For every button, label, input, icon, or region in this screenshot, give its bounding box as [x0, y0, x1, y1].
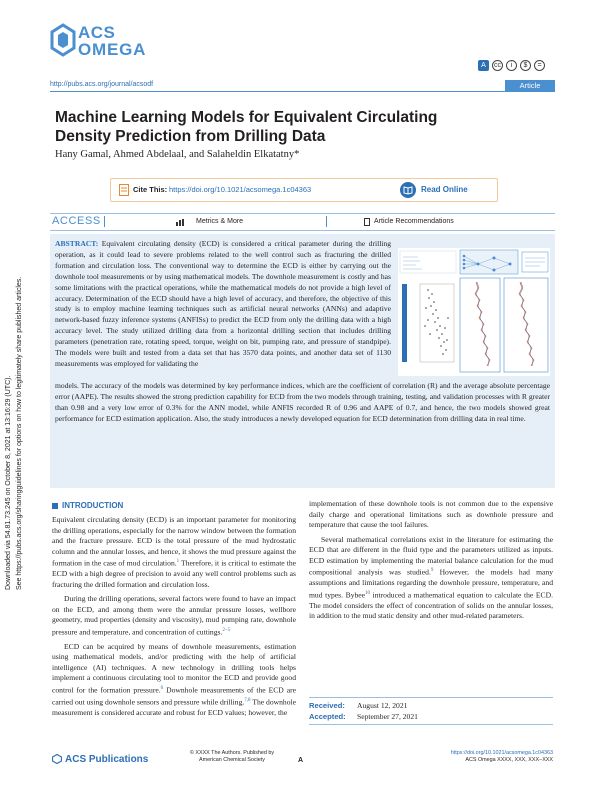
- footer-page-number: A: [298, 757, 304, 764]
- access-separator: [104, 216, 105, 227]
- journal-logo: [50, 22, 147, 64]
- access-bar: [50, 213, 555, 231]
- logo-line-acs: ACS: [78, 23, 116, 42]
- abstract-label: ABSTRACT:: [55, 239, 99, 248]
- ref-superscript[interactable]: 1: [176, 559, 180, 564]
- dates-divider-top: [309, 697, 553, 698]
- introduction-heading: INTRODUCTION: [62, 501, 124, 510]
- intro-paragraph-5: Several mathematical correlations exist in the literature for estimating the ECD that are different in the fluid type and the parameters utilized as inputs. ECD estimation by implementing the material balance calculation for the mud compositional analysis was studied.$^9$ However, the models had many assumptions and limitations regarding the downhole pressure, temperature, and mud types. Bybee$^{10}$ introduced a mathematical equation to calculate the ECD. The model considers the effect of concentration of solids on the annular losses, in addition to the mud static density and other mud-related parameters.: [309, 534, 553, 621]
- header-divider: [50, 91, 555, 92]
- footer-citation: [430, 750, 553, 764]
- acs-publications-icon: [52, 754, 62, 764]
- download-side-note: [4, 276, 34, 590]
- ref-superscript[interactable]: 6: [160, 685, 164, 691]
- metrics-icon: [176, 219, 184, 226]
- toc-graphic: [398, 248, 550, 376]
- footer-doi-link[interactable]: https://doi.org/10.1021/acsomega.1c04363: [450, 750, 553, 756]
- recommendations-link[interactable]: Article Recommendations: [374, 218, 454, 225]
- ref-superscript[interactable]: 7,8: [244, 697, 251, 703]
- received-label: Received:: [309, 701, 345, 710]
- footer-copyright: © XXXX The Authors. Published by American Chemical Society: [189, 750, 275, 763]
- access-separator-2: [326, 216, 327, 227]
- cite-icon: [119, 184, 129, 196]
- accepted-label: Accepted:: [309, 712, 346, 721]
- intro-right-column: [309, 499, 553, 622]
- by-icon: i: [506, 60, 517, 71]
- dates-divider-bottom: [309, 724, 553, 725]
- nc-icon: $: [520, 60, 531, 71]
- ref-superscript[interactable]: 9: [430, 568, 434, 573]
- article-type-badge: Article: [505, 80, 555, 91]
- article-title: Machine Learning Models for Equivalent Circulating Density Prediction from Drilling Data: [55, 109, 438, 145]
- author-list: Hany Gamal, Ahmed Abdelaal, and Salaheldin Elkatatny*: [55, 149, 300, 160]
- accepted-date: September 27, 2021: [357, 712, 418, 721]
- article-dates: [309, 700, 418, 722]
- access-label: ACCESS: [52, 215, 101, 227]
- intro-paragraph-2: During the drilling operations, several factors were found to have an impact on the ECD, and among them were the annular pressure losses, wellbore geometry, mud properties (density and viscosity), mud pumping rate, downhole pressure and temperature, and concentration of cuttings.$^{2-5}$: [52, 594, 296, 637]
- intro-paragraph-1: Equivalent circulating density (ECD) is an important parameter for monitoring the drilling operations, especially for the narrow window between the formation and the fracture pressure. ECD is the total pressure of the mud hydrostatic column and the annular losses, and hence, it shows the mud pressure against the formation in the case of mud circulation.$^1$ Therefore, it is critical to estimate the ECD with a high degree of precision to avoid any well control problems such as fracturing the drilled formation and circulation loss.: [52, 515, 296, 589]
- ref-superscript[interactable]: 10: [365, 590, 371, 596]
- ref-superscript[interactable]: 2−5: [222, 627, 231, 633]
- read-online-icon[interactable]: [400, 182, 416, 198]
- abstract-body-1: Equivalent circulating density (ECD) is considered a critical parameter during the drilling operation, as it could lead to severe problems related to the well control such as fracturing the drilled formation and circulation loss. The conventional way to determine the ECD is either by carrying out the downhole tool measurements or by using mathematical models. The downhole measurement is costly and has some limitations with the practical operations, while the mathematical models do not provide a high level of accuracy. Determination of the ECD should have a high level of accuracy, and therefore, the objective of this study is to employ machine learning techniques such as artificial neural networks (ANNs) and adaptive network-based fuzzy inference systems (ANFISs) to predict the ECD from only the drilling data with a high accuracy level. The study utilized drilling data from a horizontal drilling section that includes drilling parameters (penetration rate, rotating speed, torque, weight on bit, pumping rate, and pressure of standpipe). The models were built and tested from a data set that has 3570 data points, and another data set of 1130 measurements was employed for validating the: [55, 239, 392, 368]
- cite-doi-link[interactable]: https://doi.org/10.1021/acsomega.1c04363: [169, 185, 312, 194]
- side-note-line1: Downloaded via 54.81.73.245 on October 8, 2021 at 13:16:29 (UTC).: [5, 375, 12, 590]
- recommendations-icon: [364, 218, 370, 226]
- metrics-link[interactable]: Metrics & More: [196, 218, 244, 225]
- read-online-link[interactable]: Read Online: [421, 185, 468, 194]
- cite-this-label: Cite This:: [133, 185, 168, 194]
- intro-paragraph-4: implementation of these downhole tools is not common due to the expensive daily charge and operational limitations such as downhole pressure and temperature that cause the tool failures.: [309, 499, 553, 529]
- footer-citation-text: ACS Omega XXXX, XXX, XXX−XXX: [465, 757, 553, 763]
- nd-icon: =: [534, 60, 545, 71]
- abstract-body-2: models. The accuracy of the models was determined by key performance indices, which are the coefficient of correlation (R) and the average absolute percentage error (AAPE). The results showed the strong prediction capability for ECD from the two models through training, testing, and validation processes with R greater than 0.98 and a very low error of 0.3% for the ANN model, while ANFIS recorded R of 0.96 and AAPE of 0.7, and hence, the two models showed great performance for ECD estimation application. Also, the study introduces a newly developed equation for ECD determination from drilling data in real time.: [55, 381, 550, 423]
- logo-line-omega: OMEGA: [78, 40, 147, 59]
- received-date: August 12, 2021: [357, 701, 408, 710]
- journal-url[interactable]: http://pubs.acs.org/journal/acsodf: [50, 81, 154, 88]
- acs-publications-logo: ACS Publications: [65, 754, 149, 765]
- license-icons: [478, 60, 545, 71]
- cc-icon: cc: [494, 62, 501, 69]
- intro-paragraph-3: ECD can be acquired by means of downhole measurements, estimation using mathematical models, and/or predicting with the help of artificial intelligence (AI) techniques. A new technology in drilling tools helps implement a continuous circulating tool to monitor the ECD and provide good control for the formation pressure.$^6$ Downhole measurements of the ECD are carried out using downhole sensors and pressure while drilling.$^{7,8}$ The downhole measurement is considered accurate and robust for ECD values; however, the: [52, 641, 297, 717]
- intro-left-column: [52, 515, 296, 718]
- section-marker-icon: [52, 503, 58, 509]
- abstract-text-part1: [55, 239, 391, 370]
- open-access-icon: A: [478, 60, 489, 71]
- side-note-line2: See https://pubs.acs.org/sharingguidelines for options on how to legitimately share published articles.: [16, 276, 23, 590]
- acs-omega-logo-icon: [50, 23, 76, 57]
